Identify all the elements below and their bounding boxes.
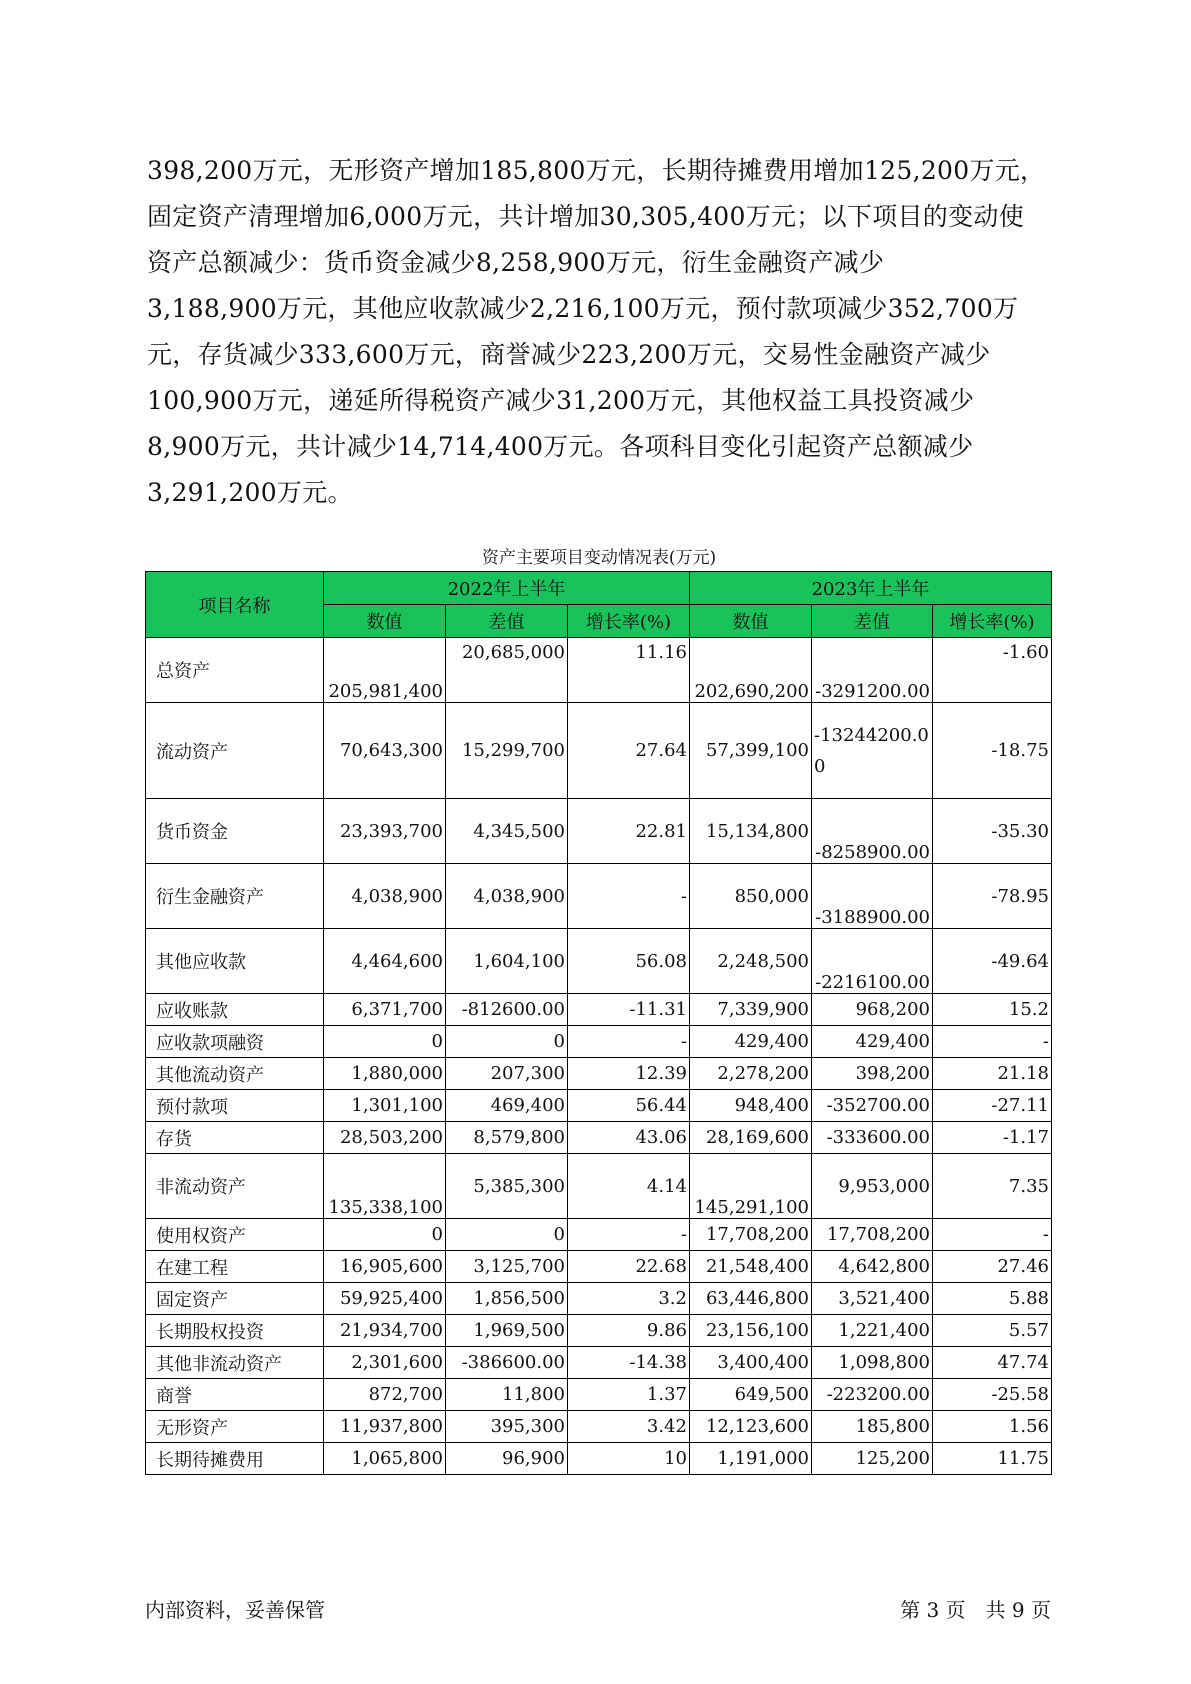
cell-rate-2023: 5.88 xyxy=(933,1283,1052,1315)
header-diff-2023: 差值 xyxy=(812,605,933,638)
cell-diff-2023: -352700.00 xyxy=(812,1090,933,1122)
cell-diff-2022: 20,685,000 xyxy=(446,638,568,703)
row-name: 长期待摊费用 xyxy=(146,1443,324,1475)
cell-diff-2023: 429,400 xyxy=(812,1026,933,1058)
cell-value-2022: 23,393,700 xyxy=(324,799,446,864)
cell-value-2023: 63,446,800 xyxy=(690,1283,812,1315)
cell-rate-2022: - xyxy=(568,1026,690,1058)
cell-value-2023: 17,708,200 xyxy=(690,1219,812,1251)
cell-rate-2022: 1.37 xyxy=(568,1379,690,1411)
cell-diff-2023: -3188900.00 xyxy=(812,864,933,929)
cell-diff-2022: 207,300 xyxy=(446,1058,568,1090)
header-item-name: 项目名称 xyxy=(146,572,324,638)
cell-rate-2022: 4.14 xyxy=(568,1154,690,1219)
table-row xyxy=(146,1443,1052,1475)
cell-value-2022: 59,925,400 xyxy=(324,1283,446,1315)
cell-value-2022: 21,934,700 xyxy=(324,1315,446,1347)
row-name: 其他应收款 xyxy=(146,929,324,994)
row-name: 其他非流动资产 xyxy=(146,1347,324,1379)
cell-rate-2023: 47.74 xyxy=(933,1347,1052,1379)
paragraph-line: 3,188,900万元，其他应收款减少2,216,100万元，预付款项减少352,700万 xyxy=(147,294,1019,323)
header-diff-2022: 差值 xyxy=(446,605,568,638)
cell-diff-2023: 9,953,000 xyxy=(812,1154,933,1219)
row-name: 应收账款 xyxy=(146,994,324,1026)
cell-rate-2022: 43.06 xyxy=(568,1122,690,1154)
table-row xyxy=(146,1283,1052,1315)
cell-value-2023: 429,400 xyxy=(690,1026,812,1058)
cell-value-2023: 23,156,100 xyxy=(690,1315,812,1347)
cell-value-2023: 21,548,400 xyxy=(690,1251,812,1283)
cell-diff-2022: 8,579,800 xyxy=(446,1122,568,1154)
cell-diff-2022: 469,400 xyxy=(446,1090,568,1122)
paragraph-line: 100,900万元，递延所得税资产减少31,200万元，其他权益工具投资减少 xyxy=(147,386,975,415)
asset-change-table xyxy=(145,571,1052,1475)
cell-value-2023: 3,400,400 xyxy=(690,1347,812,1379)
row-name: 衍生金融资产 xyxy=(146,864,324,929)
cell-rate-2023: - xyxy=(933,1026,1052,1058)
cell-rate-2023: -35.30 xyxy=(933,799,1052,864)
cell-value-2022: 205,981,400 xyxy=(324,638,446,703)
header-period-2022: 2022年上半年 xyxy=(324,572,690,605)
cell-rate-2023: -25.58 xyxy=(933,1379,1052,1411)
cell-diff-2023: -2216100.00 xyxy=(812,929,933,994)
cell-diff-2023: -333600.00 xyxy=(812,1122,933,1154)
cell-value-2022: 0 xyxy=(324,1026,446,1058)
row-name: 货币资金 xyxy=(146,799,324,864)
footer-confidential-note: 内部资料，妥善保管 xyxy=(145,1598,325,1622)
table-row xyxy=(146,1379,1052,1411)
cell-rate-2023: 11.75 xyxy=(933,1443,1052,1475)
cell-value-2023: 1,191,000 xyxy=(690,1443,812,1475)
cell-value-2022: 1,301,100 xyxy=(324,1090,446,1122)
cell-value-2022: 2,301,600 xyxy=(324,1347,446,1379)
cell-diff-2022: 96,900 xyxy=(446,1443,568,1475)
cell-rate-2022: 27.64 xyxy=(568,703,690,799)
table-row xyxy=(146,1251,1052,1283)
row-name: 使用权资产 xyxy=(146,1219,324,1251)
cell-value-2023: 202,690,200 xyxy=(690,638,812,703)
row-name: 存货 xyxy=(146,1122,324,1154)
cell-rate-2023: -27.11 xyxy=(933,1090,1052,1122)
header-value-2022: 数值 xyxy=(324,605,446,638)
cell-rate-2022: -11.31 xyxy=(568,994,690,1026)
cell-diff-2022: 3,125,700 xyxy=(446,1251,568,1283)
cell-rate-2023: 21.18 xyxy=(933,1058,1052,1090)
cell-diff-2022: 1,856,500 xyxy=(446,1283,568,1315)
cell-rate-2022: 22.68 xyxy=(568,1251,690,1283)
cell-diff-2023: -3291200.00 xyxy=(812,638,933,703)
cell-rate-2023: 15.2 xyxy=(933,994,1052,1026)
cell-rate-2022: 56.44 xyxy=(568,1090,690,1122)
cell-diff-2022: 11,800 xyxy=(446,1379,568,1411)
row-name: 在建工程 xyxy=(146,1251,324,1283)
cell-value-2022: 0 xyxy=(324,1219,446,1251)
cell-rate-2023: 1.56 xyxy=(933,1411,1052,1443)
cell-rate-2022: 12.39 xyxy=(568,1058,690,1090)
cell-value-2023: 850,000 xyxy=(690,864,812,929)
row-name: 固定资产 xyxy=(146,1283,324,1315)
table-row xyxy=(146,1219,1052,1251)
cell-rate-2023: 7.35 xyxy=(933,1154,1052,1219)
cell-value-2023: 145,291,100 xyxy=(690,1154,812,1219)
table-row xyxy=(146,864,1052,929)
table-row xyxy=(146,929,1052,994)
cell-value-2022: 1,880,000 xyxy=(324,1058,446,1090)
cell-value-2022: 70,643,300 xyxy=(324,703,446,799)
cell-value-2023: 7,339,900 xyxy=(690,994,812,1026)
cell-diff-2022: 4,038,900 xyxy=(446,864,568,929)
table-row xyxy=(146,1090,1052,1122)
paragraph-line: 资产总额减少：货币资金减少8,258,900万元，衍生金融资产减少 xyxy=(147,248,885,277)
cell-value-2023: 2,278,200 xyxy=(690,1058,812,1090)
table-row xyxy=(146,799,1052,864)
row-name: 其他流动资产 xyxy=(146,1058,324,1090)
cell-diff-2022: -386600.00 xyxy=(446,1347,568,1379)
cell-diff-2022: 0 xyxy=(446,1219,568,1251)
row-name: 长期股权投资 xyxy=(146,1315,324,1347)
cell-value-2023: 2,248,500 xyxy=(690,929,812,994)
cell-diff-2022: 5,385,300 xyxy=(446,1154,568,1219)
cell-value-2023: 28,169,600 xyxy=(690,1122,812,1154)
cell-rate-2023: -49.64 xyxy=(933,929,1052,994)
cell-diff-2023: -13244200.00 xyxy=(812,703,933,799)
cell-rate-2022: 11.16 xyxy=(568,638,690,703)
paragraph-line: 398,200万元，无形资产增加185,800万元，长期待摊费用增加125,200万元， xyxy=(147,156,1046,185)
cell-rate-2023: -1.17 xyxy=(933,1122,1052,1154)
header-value-2023: 数值 xyxy=(690,605,812,638)
cell-diff-2023: 185,800 xyxy=(812,1411,933,1443)
cell-diff-2023: -8258900.00 xyxy=(812,799,933,864)
table-row xyxy=(146,1122,1052,1154)
table-row xyxy=(146,703,1052,799)
table-row xyxy=(146,1058,1052,1090)
cell-rate-2023: -78.95 xyxy=(933,864,1052,929)
row-name: 总资产 xyxy=(146,638,324,703)
footer-page-number: 第 3 页 共 9 页 xyxy=(900,1598,1051,1622)
cell-value-2022: 872,700 xyxy=(324,1379,446,1411)
cell-rate-2022: 9.86 xyxy=(568,1315,690,1347)
cell-diff-2023: 1,098,800 xyxy=(812,1347,933,1379)
cell-value-2022: 1,065,800 xyxy=(324,1443,446,1475)
cell-rate-2022: -14.38 xyxy=(568,1347,690,1379)
cell-rate-2022: 3.2 xyxy=(568,1283,690,1315)
cell-rate-2022: 56.08 xyxy=(568,929,690,994)
table-row xyxy=(146,1411,1052,1443)
header-period-2023: 2023年上半年 xyxy=(690,572,1052,605)
body-paragraph xyxy=(147,148,1062,516)
cell-rate-2023: 27.46 xyxy=(933,1251,1052,1283)
table-row xyxy=(146,638,1052,703)
cell-rate-2023: -18.75 xyxy=(933,703,1052,799)
cell-diff-2022: 395,300 xyxy=(446,1411,568,1443)
cell-diff-2023: 398,200 xyxy=(812,1058,933,1090)
cell-rate-2023: -1.60 xyxy=(933,638,1052,703)
cell-value-2022: 135,338,100 xyxy=(324,1154,446,1219)
cell-value-2023: 948,400 xyxy=(690,1090,812,1122)
table-row xyxy=(146,1315,1052,1347)
table-row xyxy=(146,1026,1052,1058)
cell-diff-2022: 4,345,500 xyxy=(446,799,568,864)
table-row xyxy=(146,994,1052,1026)
cell-rate-2022: 3.42 xyxy=(568,1411,690,1443)
cell-diff-2022: 0 xyxy=(446,1026,568,1058)
paragraph-line: 固定资产清理增加6,000万元，共计增加30,305,400万元；以下项目的变动使 xyxy=(147,202,1025,231)
cell-rate-2022: - xyxy=(568,864,690,929)
cell-diff-2022: 1,969,500 xyxy=(446,1315,568,1347)
header-rate-2022: 增长率(%) xyxy=(568,605,690,638)
row-name: 流动资产 xyxy=(146,703,324,799)
row-name: 应收款项融资 xyxy=(146,1026,324,1058)
paragraph-line: 8,900万元，共计减少14,714,400万元。各项科目变化引起资产总额减少 xyxy=(147,432,974,461)
cell-diff-2023: -223200.00 xyxy=(812,1379,933,1411)
cell-value-2022: 4,464,600 xyxy=(324,929,446,994)
cell-diff-2023: 968,200 xyxy=(812,994,933,1026)
paragraph-line: 元，存货减少333,600万元，商誉减少223,200万元，交易性金融资产减少 xyxy=(147,340,991,369)
header-rate-2023: 增长率(%) xyxy=(933,605,1052,638)
table-row xyxy=(146,1347,1052,1379)
cell-value-2022: 16,905,600 xyxy=(324,1251,446,1283)
cell-diff-2022: 15,299,700 xyxy=(446,703,568,799)
table-caption: 资产主要项目变动情况表(万元) xyxy=(481,548,717,568)
cell-rate-2022: 10 xyxy=(568,1443,690,1475)
cell-rate-2023: 5.57 xyxy=(933,1315,1052,1347)
row-name: 无形资产 xyxy=(146,1411,324,1443)
cell-value-2022: 4,038,900 xyxy=(324,864,446,929)
cell-rate-2022: - xyxy=(568,1219,690,1251)
cell-value-2022: 6,371,700 xyxy=(324,994,446,1026)
cell-rate-2022: 22.81 xyxy=(568,799,690,864)
cell-value-2023: 15,134,800 xyxy=(690,799,812,864)
cell-value-2022: 28,503,200 xyxy=(324,1122,446,1154)
row-name: 预付款项 xyxy=(146,1090,324,1122)
cell-diff-2023: 3,521,400 xyxy=(812,1283,933,1315)
cell-diff-2023: 4,642,800 xyxy=(812,1251,933,1283)
cell-diff-2023: 125,200 xyxy=(812,1443,933,1475)
cell-value-2023: 649,500 xyxy=(690,1379,812,1411)
cell-value-2023: 12,123,600 xyxy=(690,1411,812,1443)
cell-value-2022: 11,937,800 xyxy=(324,1411,446,1443)
row-name: 非流动资产 xyxy=(146,1154,324,1219)
cell-diff-2023: 17,708,200 xyxy=(812,1219,933,1251)
cell-value-2023: 57,399,100 xyxy=(690,703,812,799)
row-name: 商誉 xyxy=(146,1379,324,1411)
cell-diff-2022: -812600.00 xyxy=(446,994,568,1026)
table-row xyxy=(146,1154,1052,1219)
paragraph-line: 3,291,200万元。 xyxy=(147,478,353,507)
cell-rate-2023: - xyxy=(933,1219,1052,1251)
cell-diff-2022: 1,604,100 xyxy=(446,929,568,994)
cell-diff-2023: 1,221,400 xyxy=(812,1315,933,1347)
